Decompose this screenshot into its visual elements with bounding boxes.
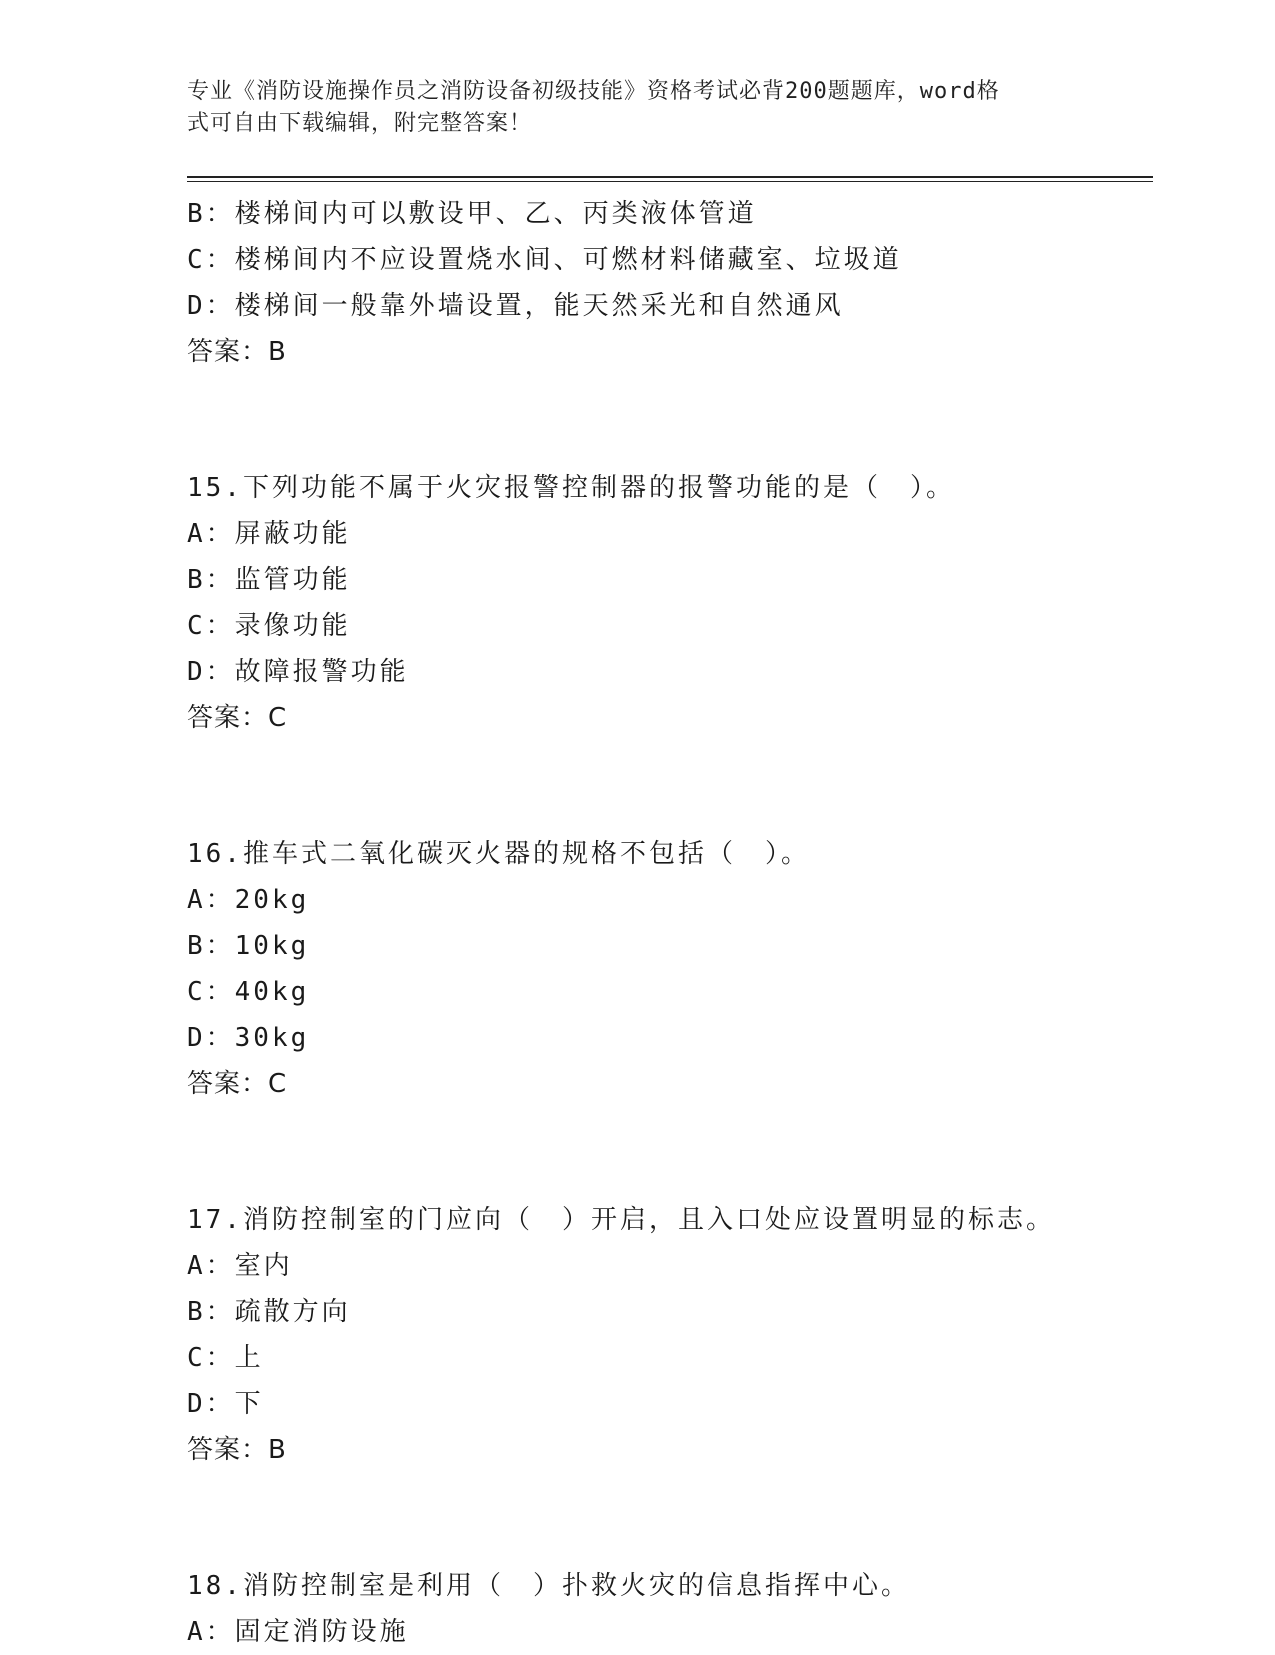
question-list: [187, 191, 1153, 1655]
option-a: A：固定消防设施: [187, 1617, 409, 1647]
header-divider-thick: [187, 176, 1153, 178]
spacer: [187, 375, 1153, 465]
option-c: C：楼梯间内不应设置烧水间、可燃材料储藏室、垃圾道: [187, 245, 902, 275]
option-a: A：室内: [187, 1251, 293, 1281]
question-stem: 17.消防控制室的门应向（ ）开启，且入口处应设置明显的标志。: [187, 1205, 1055, 1235]
header-divider-thin: [187, 181, 1153, 182]
option-d: D：故障报警功能: [187, 657, 409, 687]
question-16: [187, 831, 1153, 1107]
option-c: C：40kg: [187, 977, 310, 1007]
option-b: B：楼梯间内可以敷设甲、乙、丙类液体管道: [187, 199, 757, 229]
option-a: A：20kg: [187, 885, 310, 915]
option-d: D：楼梯间一般靠外墙设置，能天然采光和自然通风: [187, 291, 844, 321]
option-c: C：录像功能: [187, 611, 351, 641]
spacer: [187, 1107, 1153, 1197]
answer-line: 答案：B: [187, 1435, 287, 1465]
question-15: [187, 465, 1153, 741]
spacer: [187, 741, 1153, 831]
question-stem: 18.消防控制室是利用（ ）扑救火灾的信息指挥中心。: [187, 1571, 910, 1601]
header-title-line-1: 专业《消防设施操作员之消防设备初级技能》资格考试必背200题题库，word格: [187, 79, 1000, 104]
question-18: [187, 1563, 1153, 1655]
option-b: B：疏散方向: [187, 1297, 351, 1327]
option-a: A：屏蔽功能: [187, 519, 351, 549]
question-stem: 15.下列功能不属于火灾报警控制器的报警功能的是（ ）。: [187, 473, 955, 503]
option-b: B：监管功能: [187, 565, 351, 595]
option-b: B：10kg: [187, 931, 310, 961]
answer-line: 答案：B: [187, 337, 287, 367]
answer-line: 答案：C: [187, 1069, 288, 1099]
question-14-continued: [187, 191, 1153, 375]
question-17: [187, 1197, 1153, 1473]
answer-line: 答案：C: [187, 703, 288, 733]
option-d: D：30kg: [187, 1023, 310, 1053]
option-c: C：上: [187, 1343, 264, 1373]
spacer: [187, 1473, 1153, 1563]
document-header: [187, 76, 1067, 140]
question-stem: 16.推车式二氧化碳灭火器的规格不包括（ ）。: [187, 839, 810, 869]
header-title-line-2: 式可自由下载编辑，附完整答案！: [187, 111, 533, 136]
option-d: D：下: [187, 1389, 264, 1419]
